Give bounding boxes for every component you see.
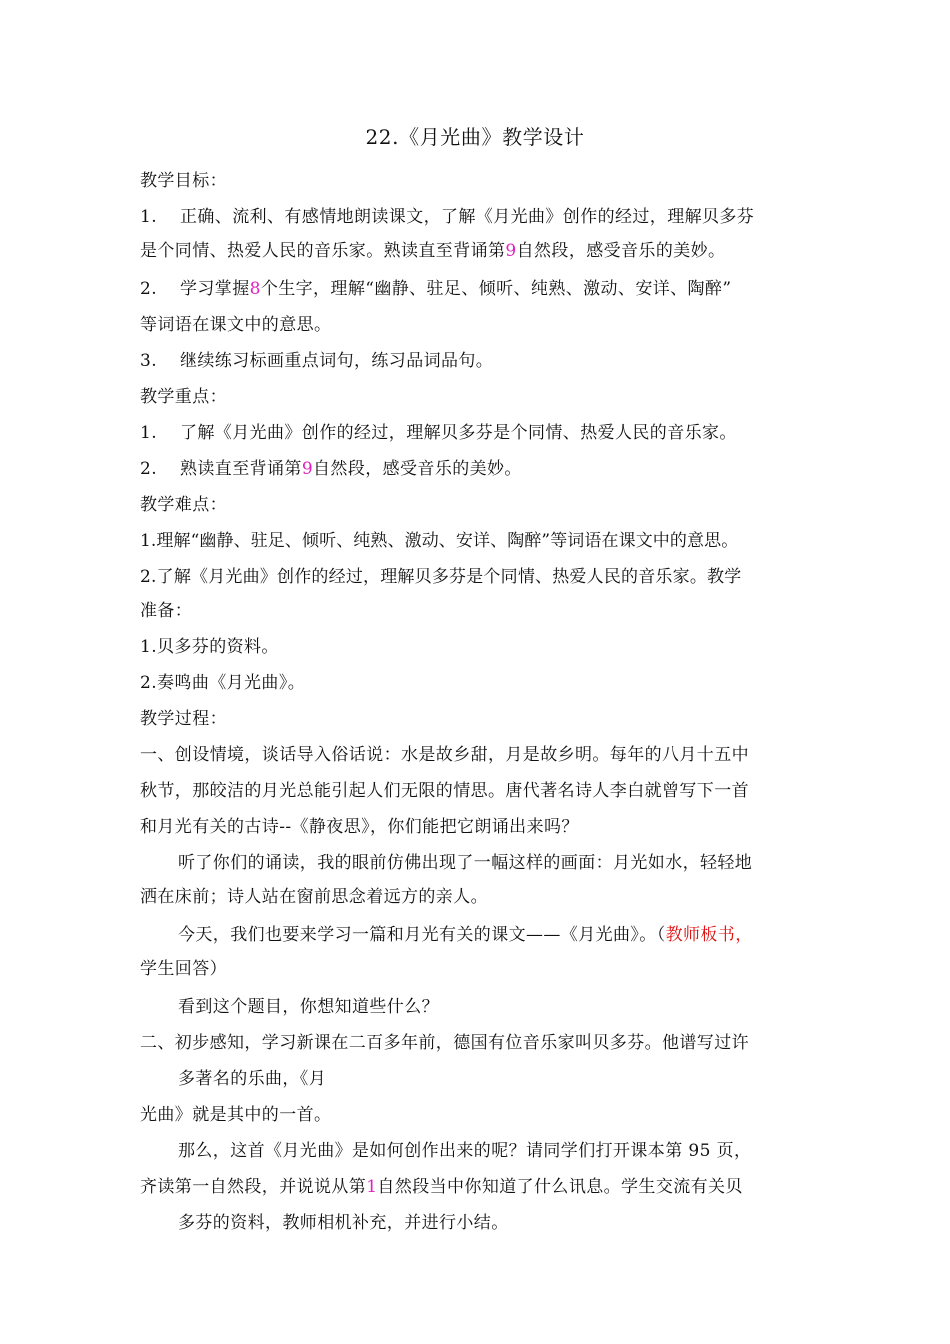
key-point-2-text-c: 自然段，感受音乐的美妙。	[313, 459, 522, 479]
section-2-para-2-line-1: 那么，这首《月光曲》是如何创作出来的呢？请同学们打开课本第 95 页，	[178, 1141, 752, 1161]
preparation-1: 1.贝多芬的资料。	[140, 637, 279, 657]
key-point-2-text-a: 熟读直至背诵第	[180, 459, 302, 479]
section-2-line-1: 二、初步感知，学习新课在二百多年前，德国有位音乐家叫贝多芬。他谱写过许	[140, 1033, 749, 1053]
goals-heading: 教学目标：	[140, 171, 227, 191]
key-point-1-text: 了解《月光曲》创作的经过，理解贝多芬是个同情、热爱人民的音乐家。	[180, 423, 737, 443]
section-1-para-2-line-2: 洒在床前；诗人站在窗前思念着远方的亲人。	[140, 887, 488, 907]
goal-3-line	[140, 350, 493, 372]
section-1-para-2-line-1: 听了你们的诵读，我的眼前仿佛出现了一幅这样的画面：月光如水，轻轻地	[178, 853, 753, 873]
section-1-para-4: 看到这个题目，你想知道些什么？	[178, 997, 439, 1017]
section-1-para-3-line-2: 学生回答）	[140, 959, 227, 979]
goal-1-highlight: 9	[505, 241, 517, 261]
difficulties-heading: 教学难点：	[140, 495, 227, 515]
difficulty-1: 1.理解“幽静、驻足、倾听、纯熟、激动、安详、陶醉”等词语在课文中的意思。	[140, 531, 739, 551]
page-title: 22.《月光曲》教学设计	[365, 125, 585, 149]
section-2-para-2-line-3: 多芬的资料，教师相机补充，并进行小结。	[178, 1213, 509, 1233]
section-2-line-3: 光曲》就是其中的一首。	[140, 1105, 332, 1125]
goal-1-text-b: 是个同情、热爱人民的音乐家。熟读直至背诵第	[140, 241, 506, 261]
goal-2-text-a: 学习掌握	[180, 279, 250, 299]
section-2-para-2-text-a: 齐读第一自然段，并说说从第	[140, 1177, 367, 1197]
goal-1-line-2	[140, 240, 725, 262]
key-point-1	[140, 422, 737, 444]
process-heading: 教学过程：	[140, 709, 227, 729]
goal-2-text-c: 个生字，理解“幽静、驻足、倾听、纯熟、激动、安详、陶醉”	[260, 279, 732, 299]
goal-2-number: 2.	[140, 279, 158, 299]
goal-2-line-1	[140, 278, 731, 300]
teacher-note-red: 教师板书，	[665, 925, 753, 945]
section-2-line-2: 多著名的乐曲，《月	[178, 1069, 327, 1089]
goal-1-text-c: 自然段，感受音乐的美妙。	[516, 241, 726, 261]
section-1-line-1: 一、创设情境，谈话导入俗话说：水是故乡甜，月是故乡明。每年的八月十五中	[140, 745, 749, 765]
section-1-line-2: 秋节，那皎洁的月光总能引起人们无限的情思。唐代著名诗人李白就曾写下一首	[140, 781, 749, 801]
key-point-2-highlight: 9	[301, 459, 314, 479]
preparation-heading: 准备：	[140, 601, 193, 621]
section-1-para-3-text: 今天，我们也要来学习一篇和月光有关的课文——《月光曲》。（	[178, 925, 666, 945]
section-2-para-2-line-2	[140, 1176, 743, 1198]
key-points-heading: 教学重点：	[140, 387, 227, 407]
goal-2-line-2: 等词语在课文中的意思。	[140, 315, 332, 335]
goal-3-text: 继续练习标画重点词句，练习品词品句。	[180, 351, 494, 371]
preparation-2: 2.奏鸣曲《月光曲》。	[140, 673, 306, 693]
section-2-para-2-text-c: 自然段当中你知道了什么讯息。学生交流有关贝	[377, 1177, 743, 1197]
goal-1-text-a: 正确、流利、有感情地朗读课文，了解《月光曲》创作的经过，理解贝多芬	[180, 207, 755, 227]
section-1-para-3-line-1	[178, 924, 753, 946]
goal-2-highlight: 8	[249, 279, 261, 299]
goal-3-number: 3.	[140, 351, 158, 371]
key-point-2	[140, 458, 522, 480]
key-point-1-number: 1.	[140, 423, 158, 443]
goal-1-line-1	[140, 206, 754, 228]
goal-1-number: 1.	[140, 207, 158, 227]
section-2-highlight: 1	[366, 1177, 378, 1197]
section-1-line-3: 和月光有关的古诗--《静夜思》，你们能把它朗诵出来吗？	[140, 817, 579, 837]
key-point-2-number: 2.	[140, 459, 158, 479]
difficulty-2: 2.了解《月光曲》创作的经过，理解贝多芬是个同情、热爱人民的音乐家。教学	[140, 567, 742, 587]
